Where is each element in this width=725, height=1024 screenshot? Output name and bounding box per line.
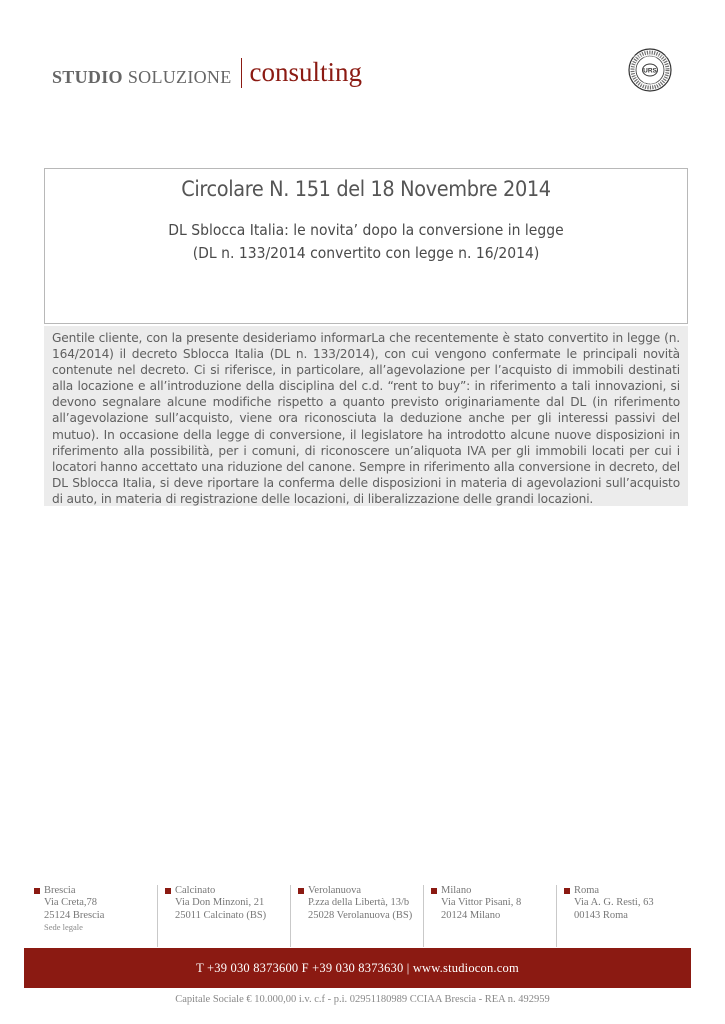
logo-studio-text: STUDIO xyxy=(52,67,123,87)
company-logo xyxy=(52,52,362,88)
office-street: P.zza della Libertà, 13/b xyxy=(308,897,410,908)
office-city: 25011 Calcinato (BS) xyxy=(175,910,267,921)
seal-center-text: URS xyxy=(643,67,657,75)
office-city: 00143 Roma xyxy=(574,910,628,921)
office-milano xyxy=(423,885,556,947)
bullet-square-icon xyxy=(431,888,437,894)
office-city: 25124 Brescia xyxy=(44,910,105,921)
certification-seal-icon xyxy=(628,48,672,92)
contact-bar xyxy=(24,948,691,988)
office-city: 25028 Verolanuova (BS) xyxy=(308,910,413,921)
logo-soluzione-text: SOLUZIONE xyxy=(127,67,232,87)
document-subtitle-line1: DL Sblocca Italia: le novita’ dopo la conversione in legge xyxy=(168,221,564,239)
office-verolanuova xyxy=(290,885,423,947)
bullet-square-icon xyxy=(564,888,570,894)
logo-consulting-text: consulting xyxy=(249,57,363,87)
office-city: 20124 Milano xyxy=(441,910,501,921)
contact-info: T +39 030 8373600 F +39 030 8373630 | www.studiocon.com xyxy=(196,960,519,975)
seal-top-text: CERTIFIED MANAGEMENT SYSTEM xyxy=(629,55,671,59)
office-name: Calcinato xyxy=(175,885,216,896)
office-roma xyxy=(556,885,689,947)
bullet-square-icon xyxy=(165,888,171,894)
office-street: Via Vittor Pisani, 8 xyxy=(441,897,522,908)
office-list xyxy=(24,885,690,947)
office-name: Milano xyxy=(441,885,472,896)
office-name: Verolanuova xyxy=(308,885,362,896)
office-street: Via Don Minzoni, 21 xyxy=(175,897,265,908)
office-name: Brescia xyxy=(44,885,76,896)
office-street: Via Creta,78 xyxy=(44,897,98,908)
intro-box xyxy=(44,326,688,506)
bullet-square-icon xyxy=(34,888,40,894)
title-box xyxy=(44,168,688,324)
office-note: Sede legale xyxy=(44,922,83,932)
legal-info: Capitale Sociale € 10.000,00 i.v. c.f - p.i. 02951180989 CCIAA Brescia - REA n. 492959 xyxy=(175,994,550,1005)
document-subtitle-line2: (DL n. 133/2014 convertito con legge n. 16/2014) xyxy=(192,244,540,262)
document-title: Circolare N. 151 del 18 Novembre 2014 xyxy=(181,177,551,201)
intro-paragraph: Gentile cliente, con la presente desideriamo informarLa che recentemente è stato convertito in legge (n. 164/2014) il decreto Sblocca Italia (DL n. 133/2014), con cui vengono confermate le principali novità contenute nel decreto. Ci si riferisce, in particolare, all’agevolazione per l’acquisto di immobili destinati alla locazione e all’introduzione della disciplina del c.d. “rent to buy”: in riferimento a tali innovazioni, si devono segnalare alcune modifiche rispetto a quanto previsto originariamente dal DL (in riferimento all’agevolazione sull’acquisto, viene ora riconosciuta la deduzione anche per gli interessi passivi del mutuo). In occasione della legge di conversione, il legislatore ha introdotto alcune nuove disposizioni in riferimento alla possibilità, per i comuni, di riconoscere un’aliquota IVA per gli immobili locati per cui i locatori hanno accettato una riduzione del canone. Sempre in riferimento alla conversione in decreto, del DL Sblocca Italia, si deve riportare la conferma delle disposizioni in materia di agevolazioni sull’acquisto di auto, in materia di registrazione delle locazioni, di liberalizzazione delle grandi locazioni. xyxy=(52,331,681,506)
office-street: Via A. G. Resti, 63 xyxy=(574,897,654,908)
office-brescia xyxy=(24,885,157,947)
office-name: Roma xyxy=(574,885,600,896)
office-calcinato xyxy=(157,885,290,947)
seal-bottom-text: ISO 9001 xyxy=(641,81,659,86)
bullet-square-icon xyxy=(298,888,304,894)
logo-divider xyxy=(241,58,242,88)
